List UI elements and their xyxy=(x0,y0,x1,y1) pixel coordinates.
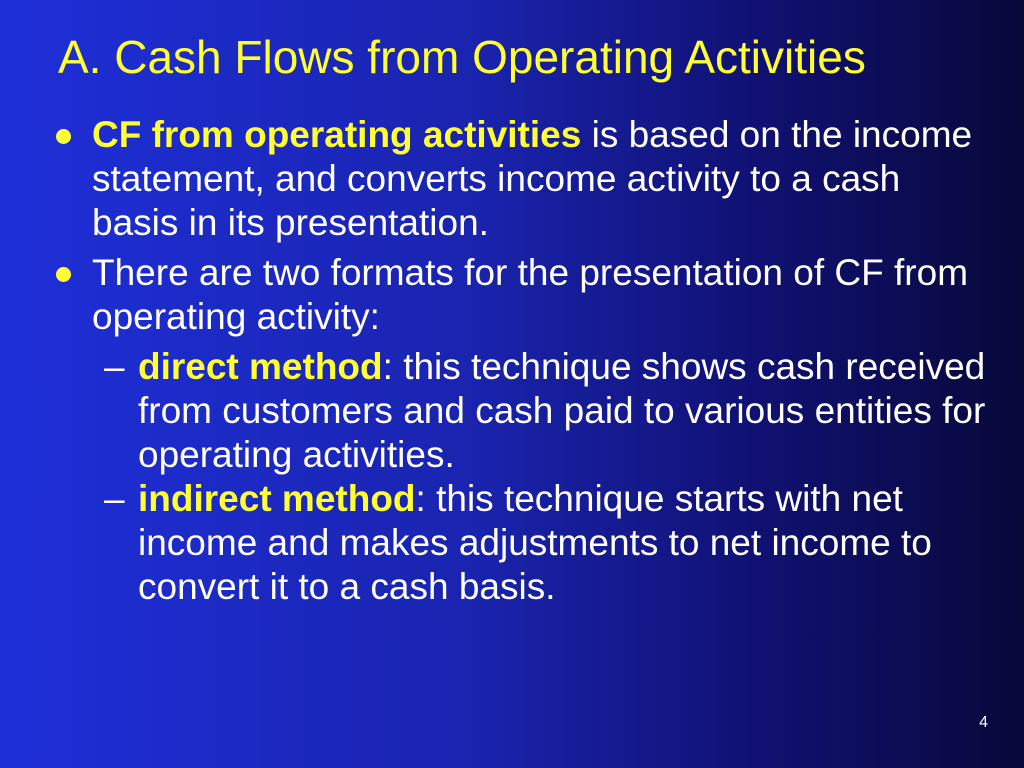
bullet-text: is based on the income statement, and converts income activity to a cash basis in its presentation. xyxy=(92,114,973,243)
bullet-item-two-formats xyxy=(56,251,996,339)
page-number: 4 xyxy=(979,714,988,731)
sub-item-text: : this technique shows cash received from customers and cash paid to various entities for operating activities. xyxy=(138,346,986,475)
sub-item-direct-method xyxy=(56,345,996,477)
term-indirect-method: indirect method xyxy=(138,478,416,519)
bullet-dot-icon xyxy=(56,129,71,144)
slide-title: A. Cash Flows from Operating Activities xyxy=(58,31,866,83)
sub-item-text: : this technique starts with net income and makes adjustments to net income to convert it to a cash basis. xyxy=(138,478,932,607)
term-cf-operating: CF from operating activities xyxy=(92,114,582,155)
bullet-item-cf-definition xyxy=(56,113,996,245)
slide-body xyxy=(56,113,996,609)
dash-marker: – xyxy=(104,346,125,387)
bullet-dot-icon xyxy=(56,267,71,282)
term-direct-method: direct method xyxy=(138,346,383,387)
dash-marker: – xyxy=(104,478,125,519)
bullet-text: There are two formats for the presentation of CF from operating activity: xyxy=(92,252,969,337)
sub-item-indirect-method xyxy=(56,477,996,609)
